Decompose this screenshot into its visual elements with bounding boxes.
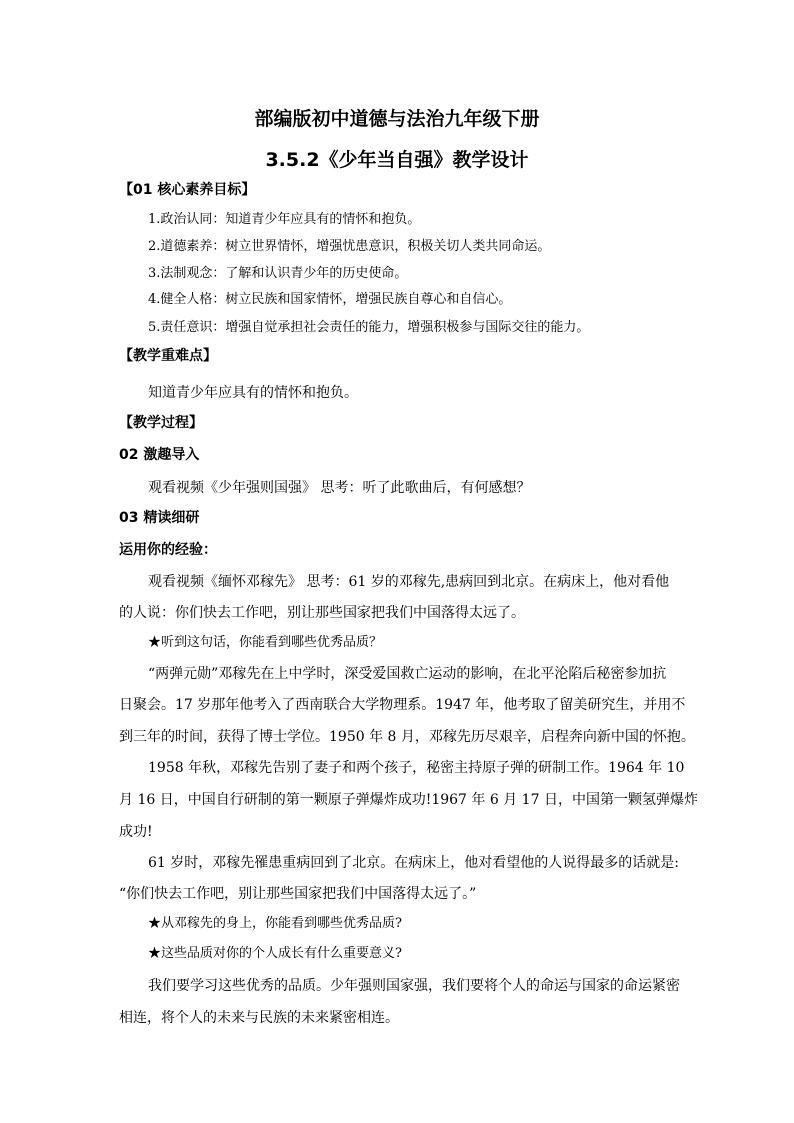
process-heading: 【教学过程】 bbox=[119, 415, 203, 431]
intro-text: 观看视频《少年强则国强》 思考：听了此歌曲后，有何感想？ bbox=[148, 480, 531, 496]
paragraph-5-line-2: 相连，将个人的未来与民族的未来紧密相连。 bbox=[119, 1010, 399, 1026]
paragraph-4-line-2: “你们快去工作吧，别让那些国家把我们中国落得太远了。” bbox=[119, 886, 477, 902]
key-points-text: 知道青少年应具有的情怀和抱负。 bbox=[148, 385, 358, 401]
goal-item-2: 2.道德素养：树立世界情怀，增强忧患意识，积极关切人类共同命运。 bbox=[148, 239, 551, 254]
paragraph-3-line-2: 月 16 日，中国自行研制的第一颗原子弹爆炸成功!1967 年 6 月 17 日，中国第一颗氢弹爆炸 bbox=[119, 792, 698, 808]
paragraph-3-line-1: 1958 年秋，邓稼先告别了妻子和两个孩子，秘密主持原子弹的研制工作。1964 年 10 bbox=[148, 760, 685, 776]
lesson-title: 3.5.2《少年当自强》教学设计 bbox=[265, 149, 529, 171]
goal-item-1: 1.政治认同：知道青少年应具有的情怀和抱负。 bbox=[148, 212, 421, 227]
paragraph-5-line-1: 我们要学习这些优秀的品质。少年强则国家强，我们要将个人的命运与国家的命运紧密 bbox=[148, 978, 680, 994]
goals-heading: 【01 核心素养目标】 bbox=[119, 182, 256, 198]
document-title: 部编版初中道德与法治九年级下册 bbox=[254, 108, 540, 130]
question-1: ★听到这句话，你能看到哪些优秀品质？ bbox=[148, 635, 383, 650]
paragraph-1-line-2: 的人说：你们快去工作吧，别让那些国家把我们中国落得太远了。 bbox=[119, 605, 525, 621]
paragraph-2-line-3: 到三年的时间，获得了博士学位。1950 年 8 月，邓稼先历尽艰辛，启程奔向新中国的怀抱。 bbox=[119, 729, 695, 745]
goal-item-4: 4.健全人格：树立民族和国家情怀，增强民族自尊心和自信心。 bbox=[148, 292, 512, 307]
paragraph-2-line-2: 日聚会。17 岁那年他考入了西南联合大学物理系。1947 年，他考取了留美研究生，并用不 bbox=[119, 697, 686, 713]
intro-heading: 02 激趣导入 bbox=[119, 447, 200, 463]
paragraph-2-line-1: “两弹元勋”邓稼先在上中学时，深受爱国救亡运动的影响，在北平沦陷后秘密参加抗 bbox=[148, 666, 667, 682]
goal-item-5: 5.责任意识：增强自觉承担社会责任的能力，增强积极参与国际交往的能力。 bbox=[148, 320, 590, 335]
study-heading: 03 精读细研 bbox=[119, 510, 200, 526]
experience-heading: 运用你的经验： bbox=[119, 542, 217, 558]
paragraph-3-line-3: 成功! bbox=[119, 824, 153, 840]
paragraph-4-line-1: 61 岁时，邓稼先罹患重病回到了北京。在病床上，他对看望他的人说得最多的话就是: bbox=[148, 855, 679, 871]
goal-item-3: 3.法制观念：了解和认识青少年的历史使命。 bbox=[148, 266, 408, 281]
question-2: ★从邓稼先的身上，你能看到哪些优秀品质? bbox=[148, 916, 402, 931]
question-3: ★这些品质对你的个人成长有什么重要意义? bbox=[148, 946, 402, 961]
key-points-heading: 【教学重难点】 bbox=[119, 348, 217, 364]
paragraph-1-line-1: 观看视频《缅怀邓稼先》 思考：61 岁的邓稼先,患病回到北京。在病床上，他对看他 bbox=[148, 574, 670, 590]
